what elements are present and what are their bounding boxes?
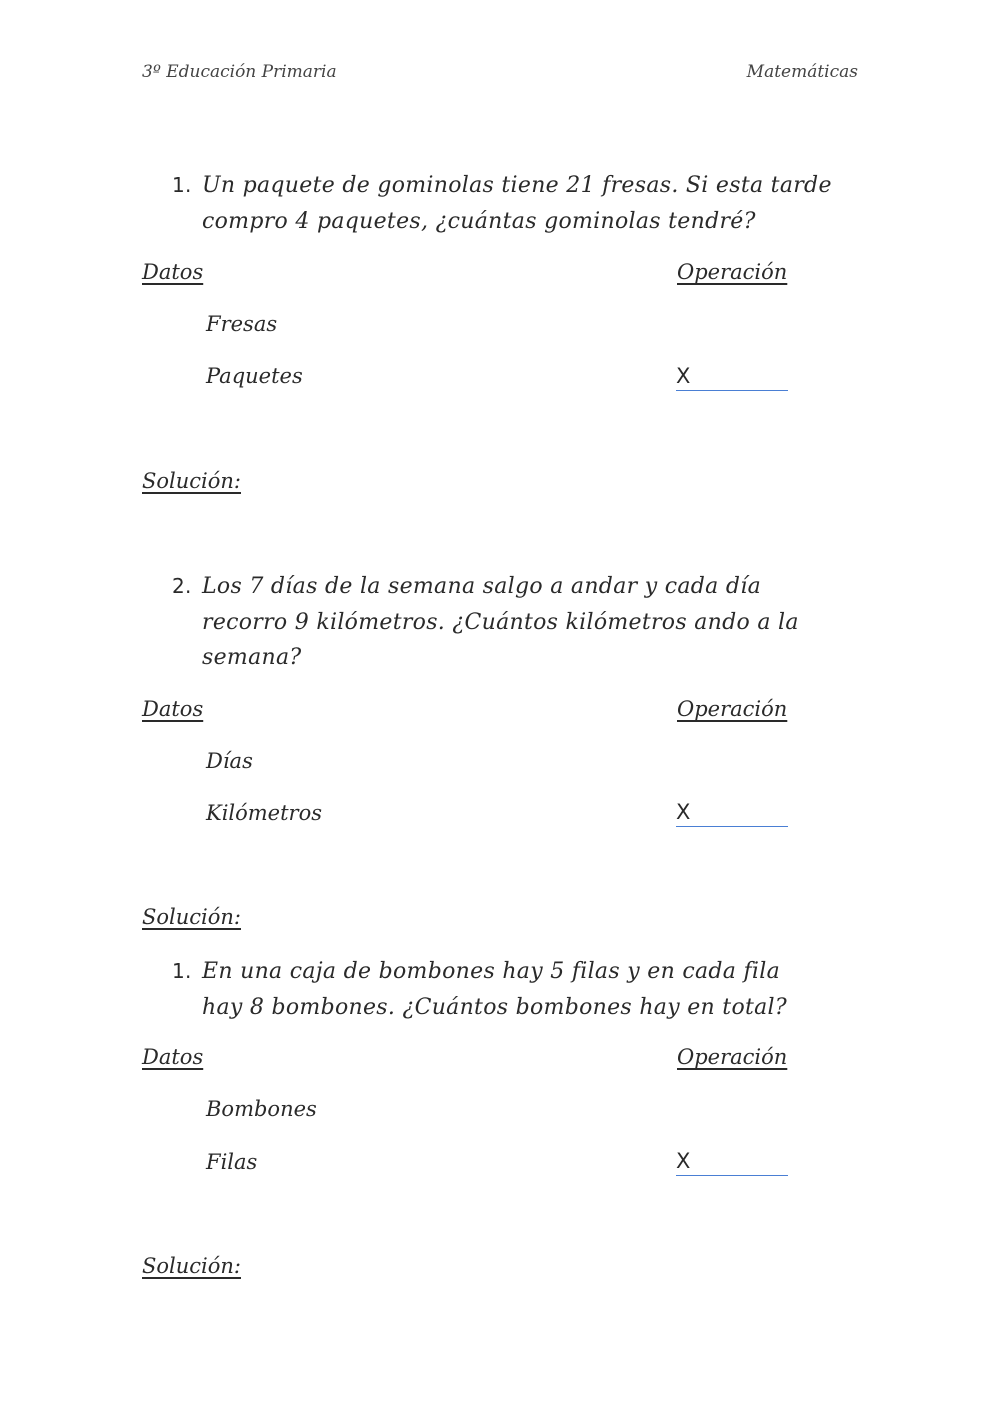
data-item: Días [206, 749, 253, 773]
operacion-heading: Operación [677, 1045, 788, 1069]
statement-line: Los 7 días de la semana salgo a andar y cada día [202, 574, 762, 599]
solucion-label: Solución: [142, 469, 241, 493]
data-item: Kilómetros [206, 801, 323, 825]
header-subject: Matemáticas [746, 62, 858, 82]
operacion-heading: Operación [677, 697, 788, 721]
datos-heading: Datos [142, 697, 204, 721]
problem-statement [172, 569, 862, 676]
solucion-label: Solución: [142, 1254, 241, 1278]
data-item: Bombones [206, 1097, 317, 1121]
multiplication-answer-line[interactable]: X [676, 364, 788, 391]
problem-number: 1. [172, 959, 192, 983]
problem-number: 2. [172, 574, 192, 598]
problem-number: 1. [172, 173, 192, 197]
data-item: Paquetes [206, 364, 303, 388]
statement-line: hay 8 bombones. ¿Cuántos bombones hay en total? [202, 994, 787, 1020]
data-item: Fresas [206, 312, 278, 336]
multiplication-answer-line[interactable]: X [676, 1149, 788, 1176]
problem-statement [172, 168, 862, 239]
problem-statement [172, 954, 862, 1025]
multiplication-answer-line[interactable]: X [676, 800, 788, 827]
statement-line: semana? [202, 645, 302, 670]
header-grade: 3º Educación Primaria [142, 62, 337, 82]
datos-heading: Datos [142, 1045, 204, 1069]
statement-line: recorro 9 kilómetros. ¿Cuántos kilómetros ando a la [202, 609, 799, 635]
statement-line: En una caja de bombones hay 5 filas y en cada fila [202, 959, 780, 984]
solucion-label: Solución: [142, 905, 241, 929]
statement-line: Un paquete de gominolas tiene 21 fresas. Si esta tarde [202, 173, 832, 198]
statement-line: compro 4 paquetes, ¿cuántas gominolas tendré? [202, 208, 756, 234]
operacion-heading: Operación [677, 260, 788, 284]
data-item: Filas [206, 1150, 258, 1174]
datos-heading: Datos [142, 260, 204, 284]
